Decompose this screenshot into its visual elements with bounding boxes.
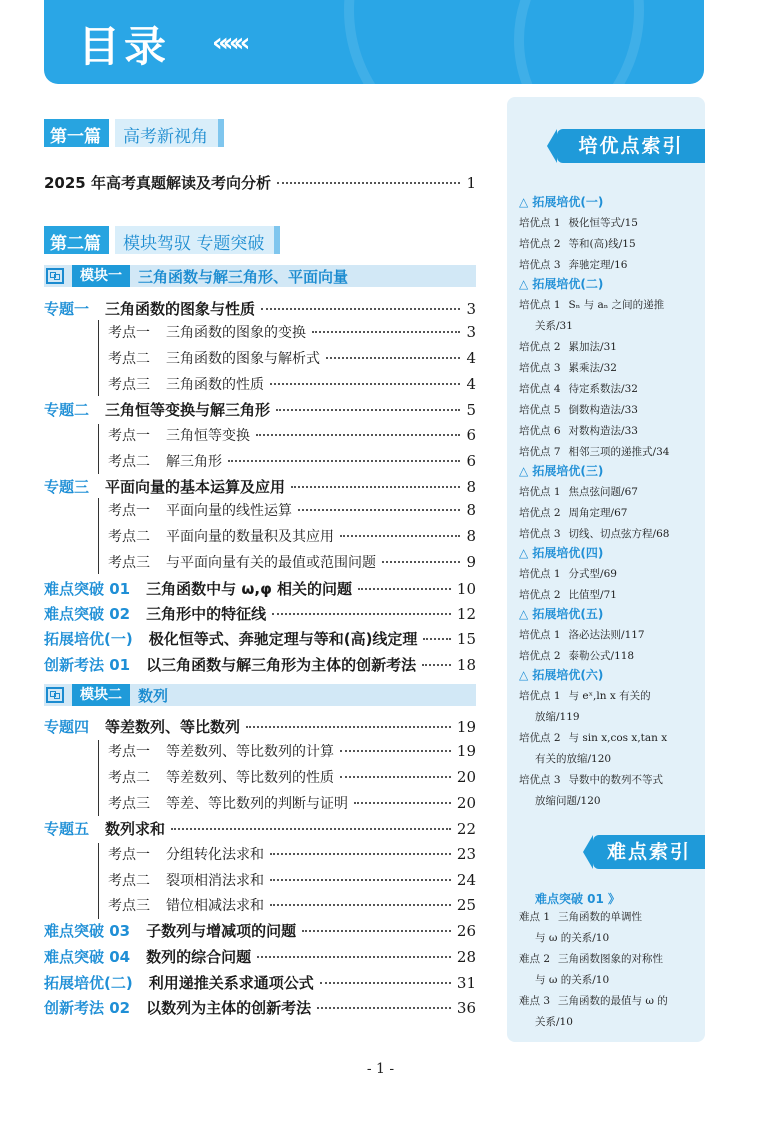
item-key: 培优点 3 [519, 259, 561, 271]
sidebar-head: △ 拓展培优(五) [519, 607, 604, 621]
sidebar-title: 难点索引 [593, 835, 705, 869]
toc-key: 专题五 [44, 820, 90, 838]
sidebar-index [507, 97, 705, 1042]
toc-key: 考点一 [108, 428, 150, 444]
leader-dots [422, 664, 451, 666]
item-key: 难点 2 [519, 953, 551, 965]
item-text: 比值型/71 [568, 589, 617, 601]
toc-entry[interactable] [44, 628, 476, 649]
module-tag: 模块二 [72, 684, 130, 706]
toc-title: 三角函数的图象的变换 [166, 325, 306, 341]
toc-title: 等差数列、等比数列的性质 [166, 770, 334, 786]
toc-title: 以三角函数与解三角形为主体的创新考法 [146, 656, 417, 674]
toc-key: 考点三 [108, 377, 150, 393]
toc-key: 难点突破 04 [44, 948, 131, 966]
sidebar-item[interactable] [519, 646, 634, 667]
toc-key: 拓展培优(二) [44, 974, 133, 992]
toc-key: 考点三 [108, 898, 150, 914]
toc-key: 考点一 [108, 847, 150, 863]
page-number: 5 [466, 401, 476, 419]
toc-key: 考点一 [108, 325, 150, 341]
page-number: 1 [466, 174, 476, 192]
toc-subentry[interactable] [108, 526, 476, 546]
page-footer: - 1 - [366, 1061, 395, 1077]
toc-key: 考点二 [108, 454, 150, 470]
toc-title: 子数列与增减项的问题 [146, 922, 297, 940]
page-number: 19 [456, 718, 476, 736]
sidebar-item[interactable] [519, 442, 669, 463]
toc-subentry[interactable] [108, 322, 476, 342]
item-key: 培优点 4 [519, 383, 561, 395]
toc-key: 考点三 [108, 555, 150, 571]
module-name: 数列 [138, 686, 169, 705]
leader-dots [382, 561, 460, 563]
sidebar-item[interactable] [519, 337, 617, 358]
page-number: 15 [456, 630, 476, 648]
item-text: 三角函数的单调性 [558, 911, 643, 923]
toc-title: 平面向量的线性运算 [166, 503, 292, 519]
toc-key: 考点三 [108, 796, 150, 812]
toc-key: 专题二 [44, 401, 90, 419]
toc-entry[interactable] [44, 298, 476, 319]
divider [98, 320, 99, 396]
page-number: 26 [456, 922, 476, 940]
sidebar-item[interactable] [519, 482, 638, 503]
toc-entry[interactable] [44, 476, 476, 497]
toc-subentry[interactable] [108, 425, 476, 445]
sidebar-item[interactable] [519, 234, 636, 255]
toc-title: 平面向量的基本运算及应用 [105, 478, 286, 496]
divider [98, 424, 99, 474]
toc-subentry[interactable] [108, 500, 476, 520]
page-number: 24 [456, 871, 476, 889]
page-number: 10 [456, 580, 476, 598]
sidebar-item[interactable] [519, 585, 617, 606]
sidebar-item[interactable] [519, 625, 645, 646]
part-tag: 第一篇 [44, 119, 109, 147]
leader-dots [270, 383, 460, 385]
item-text: Sₙ 与 aₙ 之间的递推 [568, 299, 665, 311]
item-text: 累乘法/32 [568, 362, 617, 374]
item-text: 与 eˣ,ln x 有关的 [568, 690, 651, 702]
item-key: 难点 1 [519, 911, 551, 923]
toc-title: 等差数列、等比数列的计算 [166, 744, 334, 760]
page-number: 20 [456, 794, 476, 812]
toc-title: 三角函数的图象与性质 [105, 300, 256, 318]
leader-dots [272, 613, 451, 615]
sidebar-item[interactable] [519, 524, 669, 545]
leader-dots [171, 828, 451, 830]
module-icon [46, 687, 64, 703]
toc-title: 三角形中的特征线 [146, 605, 267, 623]
toc-subentry[interactable] [108, 348, 476, 368]
sidebar-head: △ 拓展培优(六) [519, 668, 604, 682]
item-text: 放缩问题/120 [535, 795, 601, 807]
item-key: 培优点 5 [519, 404, 561, 416]
toc-entry[interactable] [44, 399, 476, 420]
item-text: 与 ω 的关系/10 [535, 974, 610, 986]
toc-title: 等差、等比数列的判断与证明 [166, 796, 348, 812]
sidebar-item[interactable] [519, 295, 664, 337]
sidebar-item[interactable] [519, 358, 617, 379]
sidebar-item[interactable] [519, 770, 663, 812]
divider [98, 498, 99, 574]
leader-dots [340, 776, 451, 778]
page-number: 8 [466, 527, 476, 545]
toc-title: 分组转化法求和 [166, 847, 264, 863]
leader-dots [326, 357, 460, 359]
item-text: 分式型/69 [568, 568, 617, 580]
item-text: 有关的放缩/120 [535, 753, 612, 765]
part-tag: 第二篇 [44, 226, 109, 254]
toc-title: 平面向量的数量积及其应用 [166, 529, 334, 545]
sidebar-item[interactable] [519, 564, 617, 585]
toc-subentry[interactable] [108, 374, 476, 394]
toc-title: 2025 年高考真题解读及考向分析 [44, 174, 271, 192]
toc-subentry[interactable] [108, 870, 476, 890]
toc-title: 三角函数的图象与解析式 [166, 351, 320, 367]
item-key: 培优点 6 [519, 425, 561, 437]
toc-subentry[interactable] [108, 741, 476, 761]
item-key: 培优点 1 [519, 568, 561, 580]
item-key: 难点 3 [519, 995, 551, 1007]
sidebar-head: △ 拓展培优(二) [519, 277, 604, 291]
item-text: 周角定理/67 [568, 507, 628, 519]
toc-title: 数列求和 [105, 820, 166, 838]
item-key: 培优点 2 [519, 650, 561, 662]
part-banner-2 [44, 226, 280, 254]
item-key: 培优点 2 [519, 507, 561, 519]
header-banner [44, 0, 704, 84]
page-title: 目录 [78, 22, 171, 71]
page-number: 25 [456, 896, 476, 914]
page-number: 18 [456, 656, 476, 674]
toc-title: 三角函数中与 ω,φ 相关的问题 [146, 580, 353, 598]
toc-title: 与平面向量有关的最值或范围问题 [166, 555, 376, 571]
chevron-left-icon: ««« [212, 28, 245, 58]
sidebar-item[interactable] [519, 991, 668, 1033]
leader-dots [261, 308, 460, 310]
page-number: 36 [456, 999, 476, 1017]
toc-entry[interactable] [44, 578, 476, 599]
item-key: 培优点 2 [519, 341, 561, 353]
page-number: 12 [456, 605, 476, 623]
search-icon [519, 890, 620, 907]
toc-title: 错位相减法求和 [166, 898, 264, 914]
sidebar-head: △ 拓展培优(三) [519, 464, 604, 478]
toc-title: 三角函数的性质 [166, 377, 264, 393]
item-text: 等和(高)线/15 [568, 238, 636, 250]
item-text: 与 sin x,cos x,tan x [568, 732, 668, 744]
toc-key: 难点突破 01 [44, 580, 131, 598]
item-key: 培优点 3 [519, 362, 561, 374]
item-key: 培优点 3 [519, 528, 561, 540]
sidebar-head: 难点突破 01 》 [535, 892, 621, 906]
item-key: 培优点 1 [519, 486, 561, 498]
item-text: 导数中的数列不等式 [568, 774, 664, 786]
toc-key: 创新考法 01 [44, 656, 131, 674]
item-key: 培优点 2 [519, 238, 561, 250]
item-text: 相邻三项的递推式/34 [568, 446, 670, 458]
sidebar-item[interactable] [519, 400, 638, 421]
leader-dots [256, 434, 460, 436]
leader-dots [291, 486, 460, 488]
item-key: 培优点 1 [519, 629, 561, 641]
sidebar-item[interactable] [519, 255, 627, 276]
page-number: 3 [466, 323, 476, 341]
item-text: 切线、切点弦方程/68 [568, 528, 670, 540]
toc-key: 考点一 [108, 744, 150, 760]
toc-entry[interactable] [44, 172, 476, 193]
item-text: 三角函数图象的对称性 [558, 953, 664, 965]
toc-title: 极化恒等式、奔驰定理与等和(高)线定理 [148, 630, 418, 648]
leader-dots [354, 802, 451, 804]
leader-dots [302, 930, 451, 932]
item-text: 累加法/31 [568, 341, 617, 353]
decor-circle [514, 0, 704, 84]
toc-entry[interactable] [44, 603, 476, 624]
sidebar-item[interactable] [519, 379, 638, 400]
toc-key: 考点二 [108, 770, 150, 786]
leader-dots [246, 726, 451, 728]
toc-key: 考点二 [108, 351, 150, 367]
toc-subentry[interactable] [108, 844, 476, 864]
leader-dots [320, 982, 451, 984]
sidebar-item[interactable] [519, 728, 667, 770]
item-text: 三角函数的最值与 ω 的 [558, 995, 668, 1007]
sidebar-item[interactable] [519, 907, 642, 949]
item-text: 关系/10 [535, 1016, 573, 1028]
module-tag: 模块一 [72, 265, 130, 287]
sidebar-item[interactable] [519, 949, 663, 991]
part-banner-1 [44, 119, 224, 147]
sidebar-item[interactable] [519, 686, 651, 728]
toc-title: 三角恒等变换 [166, 428, 250, 444]
sidebar-title: 培优点索引 [557, 129, 705, 163]
page-number: 8 [466, 501, 476, 519]
toc-key: 专题一 [44, 300, 90, 318]
toc-title: 裂项相消法求和 [166, 873, 264, 889]
item-key: 培优点 1 [519, 299, 561, 311]
toc-title: 利用递推关系求通项公式 [148, 974, 314, 992]
item-key: 培优点 1 [519, 217, 561, 229]
sidebar-item[interactable] [519, 503, 627, 524]
toc-key: 拓展培优(一) [44, 630, 133, 648]
leader-dots [358, 588, 451, 590]
toc-subentry[interactable] [108, 793, 476, 813]
page-number: 4 [466, 349, 476, 367]
leader-dots [340, 535, 460, 537]
leader-dots [298, 509, 460, 511]
toc-key: 考点一 [108, 503, 150, 519]
toc-key: 考点二 [108, 873, 150, 889]
page-number: 31 [456, 974, 476, 992]
toc-subentry[interactable] [108, 767, 476, 787]
leader-dots [276, 409, 460, 411]
divider [98, 740, 99, 816]
item-text: 奔驰定理/16 [568, 259, 628, 271]
toc-title: 数列的综合问题 [146, 948, 252, 966]
leader-dots [277, 182, 460, 184]
item-text: 待定系数法/32 [568, 383, 638, 395]
leader-dots [270, 904, 451, 906]
toc-key: 专题四 [44, 718, 90, 736]
leader-dots [270, 853, 451, 855]
toc-entry[interactable] [44, 654, 476, 675]
module-banner-2 [44, 684, 476, 706]
toc-key: 考点二 [108, 529, 150, 545]
item-text: 极化恒等式/15 [568, 217, 638, 229]
part-name: 高考新视角 [115, 119, 224, 147]
page-number: 6 [466, 452, 476, 470]
module-banner-1 [44, 265, 476, 287]
sidebar-head: △ 拓展培优(四) [519, 546, 604, 560]
item-text: 泰勒公式/118 [568, 650, 635, 662]
item-key: 培优点 3 [519, 774, 561, 786]
item-text: 与 ω 的关系/10 [535, 932, 610, 944]
leader-dots [257, 956, 451, 958]
sidebar-head: △ 拓展培优(一) [519, 195, 604, 209]
divider [98, 843, 99, 919]
item-text: 倒数构造法/33 [568, 404, 638, 416]
page-number: 28 [456, 948, 476, 966]
page-number: 23 [456, 845, 476, 863]
leader-dots [228, 460, 460, 462]
toc-entry[interactable] [44, 946, 476, 967]
toc-title: 以数列为主体的创新考法 [146, 999, 312, 1017]
item-text: 放缩/119 [535, 711, 580, 723]
sidebar-item[interactable] [519, 421, 638, 442]
page-number: 20 [456, 768, 476, 786]
toc-entry[interactable] [44, 920, 476, 941]
toc-entry[interactable] [44, 997, 476, 1018]
toc-subentry[interactable] [108, 552, 476, 572]
toc-key: 难点突破 03 [44, 922, 131, 940]
leader-dots [423, 638, 450, 640]
page-number: 8 [466, 478, 476, 496]
toc-title: 等差数列、等比数列 [105, 718, 241, 736]
toc-entry[interactable] [44, 716, 476, 737]
leader-dots [312, 331, 460, 333]
toc-key: 创新考法 02 [44, 999, 131, 1017]
module-name: 三角函数与解三角形、平面向量 [138, 267, 349, 286]
item-text: 洛必达法则/117 [568, 629, 645, 641]
item-text: 对数构造法/33 [568, 425, 638, 437]
toc-title: 三角恒等变换与解三角形 [105, 401, 271, 419]
leader-dots [340, 750, 451, 752]
page-number: 4 [466, 375, 476, 393]
page-number: 22 [456, 820, 476, 838]
item-key: 培优点 1 [519, 690, 561, 702]
toc-subentry[interactable] [108, 895, 476, 915]
page-number: 3 [466, 300, 476, 318]
module-icon [46, 268, 64, 284]
leader-dots [317, 1007, 451, 1009]
item-key: 培优点 7 [519, 446, 561, 458]
page-number: 6 [466, 426, 476, 444]
item-key: 培优点 2 [519, 732, 561, 744]
sidebar-item[interactable] [519, 213, 638, 234]
toc-subentry[interactable] [108, 451, 476, 471]
toc-entry[interactable] [44, 972, 476, 993]
item-text: 关系/31 [535, 320, 573, 332]
item-text: 焦点弦问题/67 [568, 486, 638, 498]
page-number: 9 [466, 553, 476, 571]
toc-key: 专题三 [44, 478, 90, 496]
toc-key: 难点突破 02 [44, 605, 131, 623]
part-name: 模块驾驭 专题突破 [115, 226, 280, 254]
toc-entry[interactable] [44, 818, 476, 839]
item-key: 培优点 2 [519, 589, 561, 601]
page-number: 19 [456, 742, 476, 760]
leader-dots [270, 879, 451, 881]
toc-title: 解三角形 [166, 454, 222, 470]
